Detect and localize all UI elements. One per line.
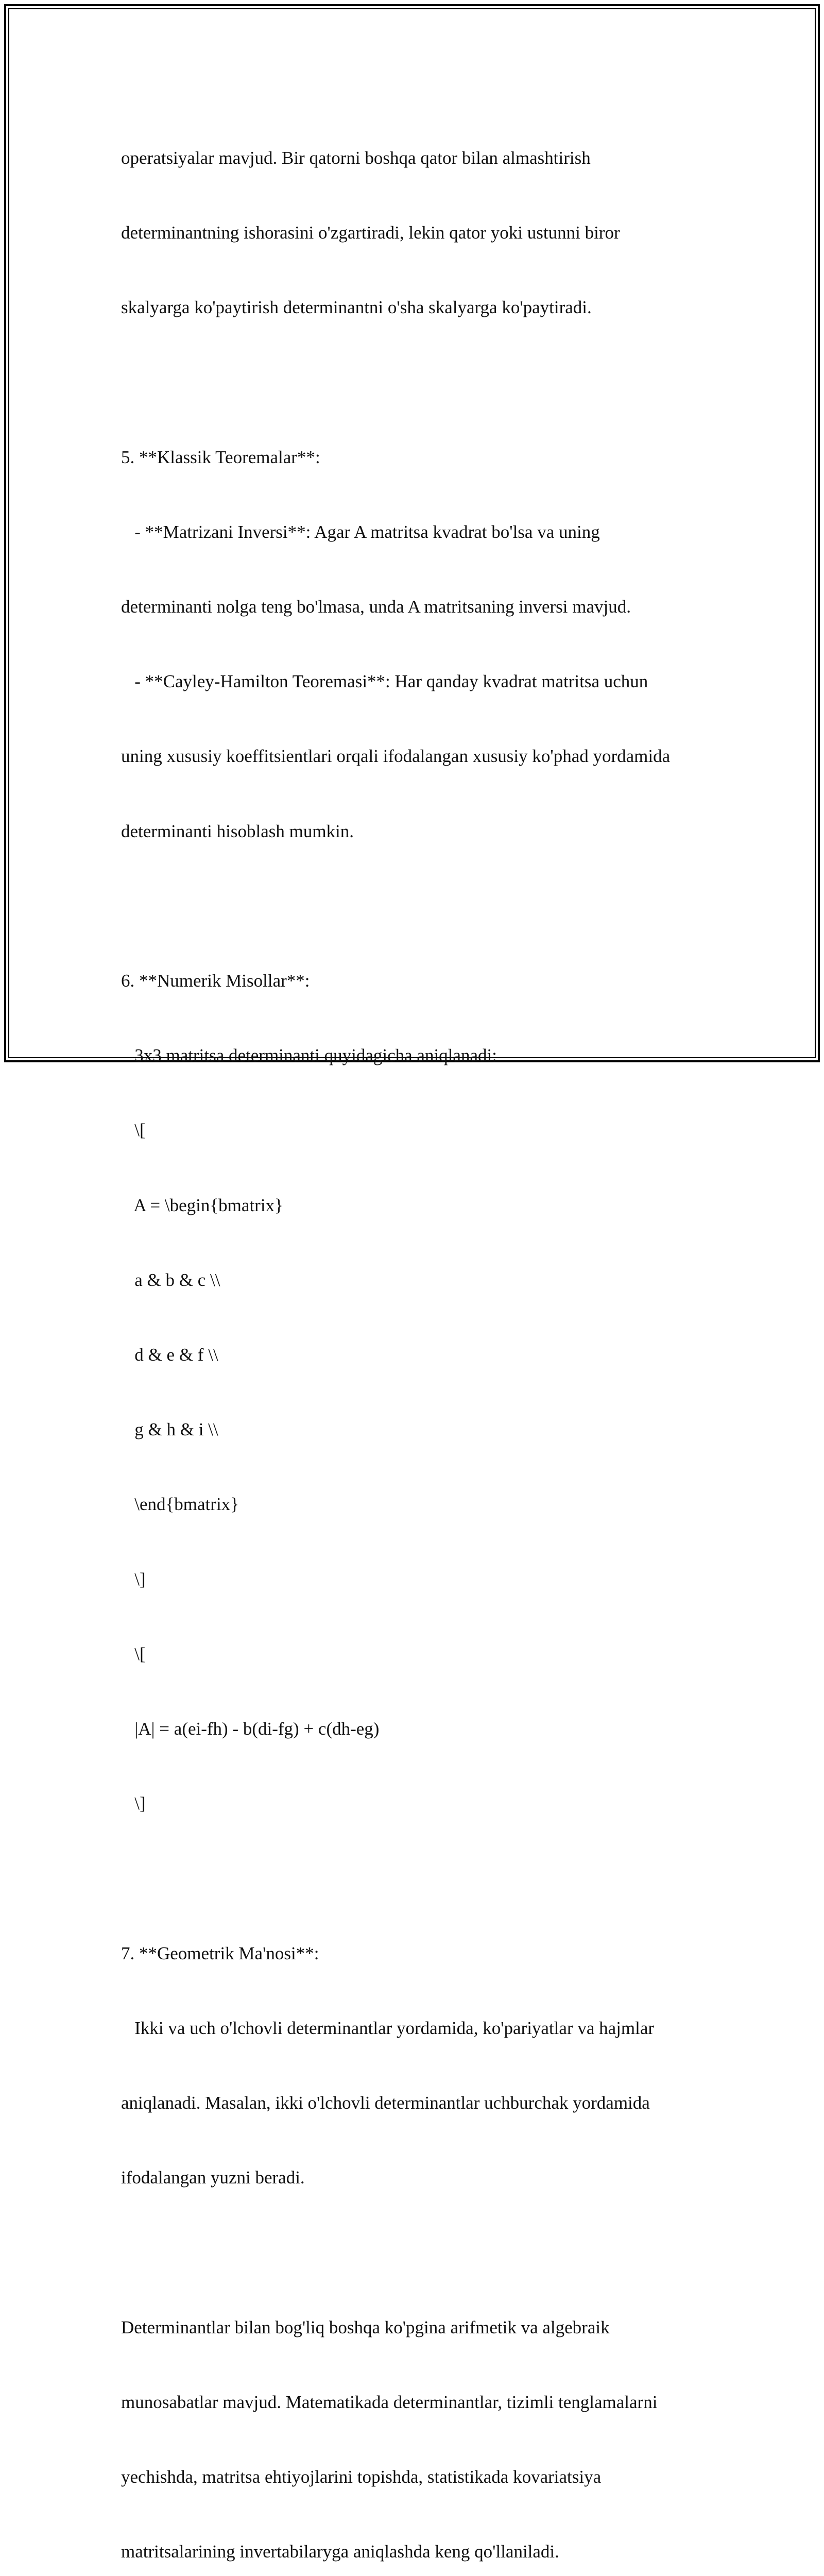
- blank-line: [121, 1866, 739, 1891]
- text-line: determinanti hisoblash mumkin.: [121, 821, 354, 841]
- math-line: \]: [121, 1569, 146, 1589]
- section-heading: 5. **Klassik Teoremalar**:: [121, 447, 320, 467]
- text-line: munosabatlar mavjud. Matematikada determinantlar, tizimli tenglamalarni: [121, 2392, 658, 2412]
- text-line: 3x3 matritsa determinanti quyidagicha aniqlanadi:: [121, 1045, 497, 1066]
- math-line: d & e & f \\: [121, 1345, 218, 1365]
- text-line: Ikki va uch o'lchovli determinantlar yordamida, ko'pariyatlar va hajmlar: [121, 2018, 655, 2038]
- text-line: operatsiyalar mavjud. Bir qatorni boshqa qator bilan almashtirish: [121, 147, 591, 168]
- section-heading: 6. **Numerik Misollar**:: [121, 971, 310, 991]
- math-line: \[: [121, 1643, 146, 1664]
- math-line: \[: [121, 1120, 146, 1141]
- text-line: determinantning ishorasini o'zgartiradi, lekin qator yoki ustunni biror: [121, 223, 620, 243]
- text-line: ifodalangan yuzni beradi.: [121, 2167, 305, 2188]
- math-line: g & h & i \\: [121, 1419, 218, 1440]
- blank-line: [121, 894, 739, 919]
- text-line: Determinantlar bilan bog'liq boshqa ko'pgina arifmetik va algebraik: [121, 2317, 610, 2337]
- math-line: \]: [121, 1793, 146, 1814]
- text-line: - **Matrizani Inversi**: Agar A matritsa kvadrat bo'lsa va uning: [121, 521, 600, 542]
- text-line: uning xususiy koeffitsientlari orqali ifodalangan xususiy ko'phad yordamida: [121, 746, 671, 767]
- blank-line: [121, 370, 739, 395]
- text-line: yechishda, matritsa ehtiyojlarini topishda, statistikada kovariatsiya: [121, 2467, 602, 2487]
- section-heading: 7. **Geometrik Ma'nosi**:: [121, 1943, 319, 1963]
- text-line: matritsalarining invertabilaryga aniqlashda keng qo'llaniladi.: [121, 2541, 559, 2562]
- text-line: determinanti nolga teng bo'lmasa, unda A matritsaning inversi mavjud.: [121, 597, 631, 617]
- text-line: aniqlanadi. Masalan, ikki o'lchovli determinantlar uchburchak yordamida: [121, 2093, 650, 2113]
- text-line: - **Cayley-Hamilton Teoremasi**: Har qanday kvadrat matritsa uchun: [121, 671, 648, 692]
- math-line: A = \begin{bmatrix}: [121, 1195, 283, 1215]
- math-line: \end{bmatrix}: [121, 1494, 239, 1515]
- text-line: skalyarga ko'paytirish determinantni o'sha skalyarga ko'paytiradi.: [121, 297, 592, 318]
- blank-line: [121, 2241, 739, 2265]
- math-line: a & b & c \\: [121, 1269, 220, 1290]
- document-body: [121, 96, 739, 2576]
- math-line: |A| = a(ei-fh) - b(di-fg) + c(dh-eg): [121, 1719, 380, 1739]
